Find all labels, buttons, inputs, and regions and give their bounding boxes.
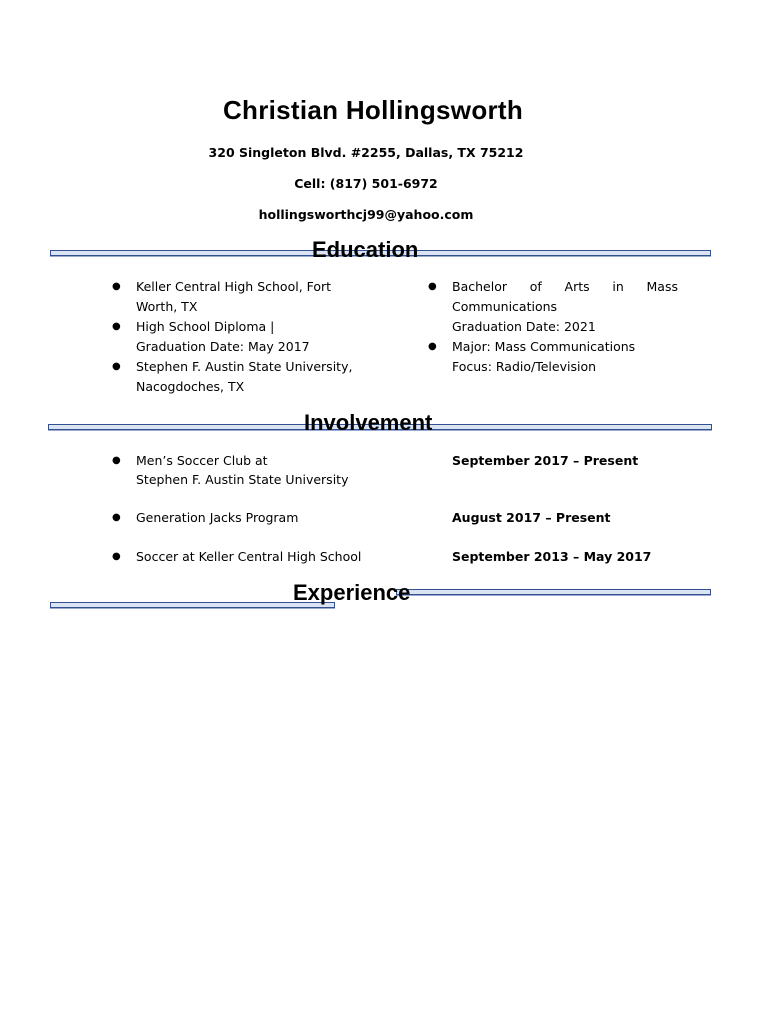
education-right-column — [428, 277, 678, 377]
bullet-icon: ● — [112, 281, 121, 292]
involvement-item — [112, 508, 392, 527]
address: 320 Singleton Blvd. #2255, Dallas, TX 75212 — [208, 145, 524, 160]
list-item — [112, 357, 362, 397]
education-school-line2: Worth, TX — [136, 299, 198, 314]
experience-rule-right — [396, 589, 711, 595]
education-left-column — [112, 277, 362, 397]
list-item — [112, 317, 362, 357]
education-school-line1: Keller Central High School, Fort — [136, 279, 332, 294]
bullet-icon: ● — [112, 512, 121, 523]
cell-phone: Cell: (817) 501-6972 — [294, 176, 438, 191]
involvement-subtitle: Stephen F. Austin State University — [136, 472, 349, 487]
involvement-date: September 2013 – May 2017 — [452, 549, 652, 564]
degree-graduation-date: Graduation Date: 2021 — [452, 319, 596, 334]
education-diploma-line2: Graduation Date: May 2017 — [136, 339, 310, 354]
involvement-date: September 2017 – Present — [452, 453, 639, 468]
list-item — [428, 277, 678, 337]
education-university-line2: Nacogdoches, TX — [136, 379, 245, 394]
involvement-title: Men’s Soccer Club at — [136, 453, 268, 468]
education-diploma-line1: High School Diploma | — [136, 319, 275, 334]
degree-line1: Bachelor of Arts in Mass — [452, 279, 678, 294]
focus: Focus: Radio/Television — [452, 359, 597, 374]
involvement-title: Generation Jacks Program — [136, 510, 299, 525]
education-university-line1: Stephen F. Austin State University, — [136, 359, 353, 374]
involvement-date: August 2017 – Present — [452, 510, 611, 525]
involvement-item — [112, 547, 392, 566]
bullet-icon: ● — [112, 455, 121, 466]
involvement-heading: Involvement — [304, 410, 433, 435]
email: hollingsworthcj99@yahoo.com — [258, 207, 474, 222]
list-item — [112, 277, 362, 317]
bullet-icon: ● — [112, 321, 121, 332]
involvement-item — [112, 451, 392, 489]
bullet-icon: ● — [428, 281, 437, 292]
list-item — [428, 337, 678, 377]
resume-name: Christian Hollingsworth — [222, 95, 524, 125]
education-heading: Education — [312, 237, 419, 262]
major: Major: Mass Communications — [452, 339, 636, 354]
degree-line2: Communications — [452, 299, 558, 314]
experience-heading: Experience — [293, 580, 411, 605]
involvement-title: Soccer at Keller Central High School — [136, 549, 362, 564]
bullet-icon: ● — [112, 551, 121, 562]
bullet-icon: ● — [428, 341, 437, 352]
bullet-icon: ● — [112, 361, 121, 372]
